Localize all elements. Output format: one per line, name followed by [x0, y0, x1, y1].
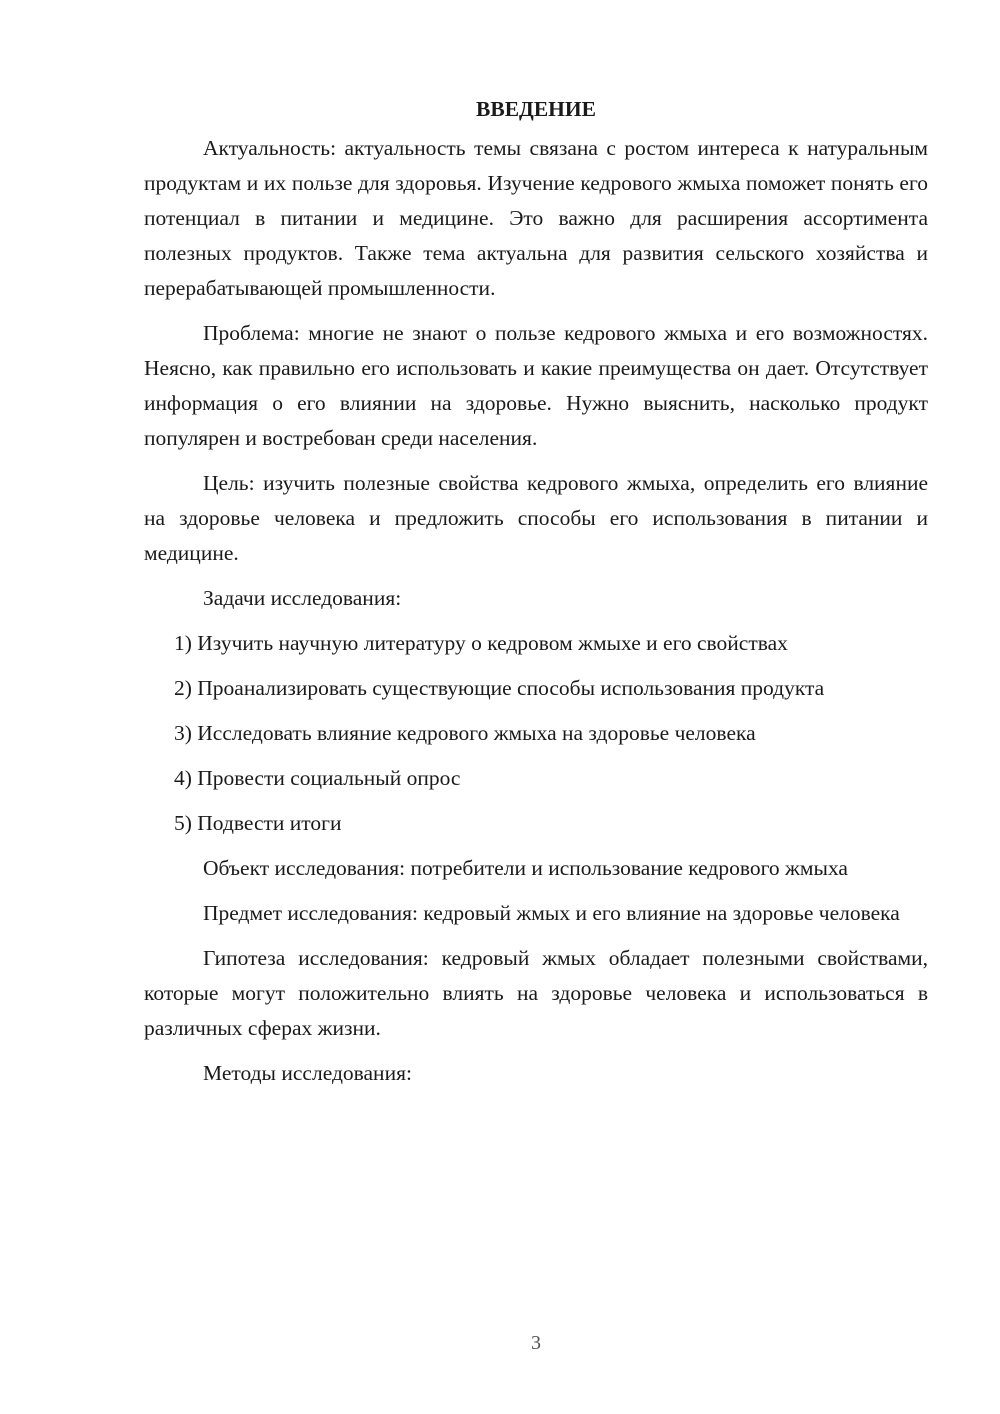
paragraph-relevance: Актуальность: актуальность темы связана с ростом интереса к натуральным продуктам и их пользе для здоровья. Изучение кедрового жмыха поможет понять его потенциал в питании и медицине. Это важно для расширения ассортимента полезных продуктов. Также тема актуальна для развития сельского хозяйства и перерабатывающей промышленности.: [144, 136, 928, 300]
tasks-heading: Задачи исследования:: [203, 586, 402, 610]
paragraph-hypothesis: Гипотеза исследования: кедровый жмых обладает полезными свойствами, которые могут положительно влиять на здоровье человека и использоваться в различных сферах жизни.: [144, 946, 928, 1040]
task-item-3: 3) Исследовать влияние кедрового жмыха на здоровье человека: [174, 721, 756, 745]
page-number: 3: [531, 1332, 541, 1354]
task-item-2: 2) Проанализировать существующие способы использования продукта: [174, 676, 825, 700]
paragraph-object: Объект исследования: потребители и использование кедрового жмыха: [203, 856, 848, 880]
paragraph-subject: Предмет исследования: кедровый жмых и его влияние на здоровье человека: [203, 901, 900, 925]
methods-heading: Методы исследования:: [203, 1061, 412, 1085]
section-title: ВВЕДЕНИЕ: [476, 97, 596, 121]
paragraph-goal: Цель: изучить полезные свойства кедрового жмыха, определить его влияние на здоровье человека и предложить способы его использования в питании и медицине.: [144, 471, 928, 565]
document-page: [144, 92, 928, 1101]
task-item-1: 1) Изучить научную литературу о кедровом жмыхе и его свойствах: [174, 631, 788, 655]
task-item-5: 5) Подвести итоги: [174, 811, 342, 835]
task-item-4: 4) Провести социальный опрос: [174, 766, 461, 790]
paragraph-problem: Проблема: многие не знают о пользе кедрового жмыха и его возможностях. Неясно, как правильно его использовать и какие преимущества он дает. Отсутствует информация о его влиянии на здоровье. Нужно выяснить, насколько продукт популярен и востребован среди населения.: [144, 321, 928, 450]
